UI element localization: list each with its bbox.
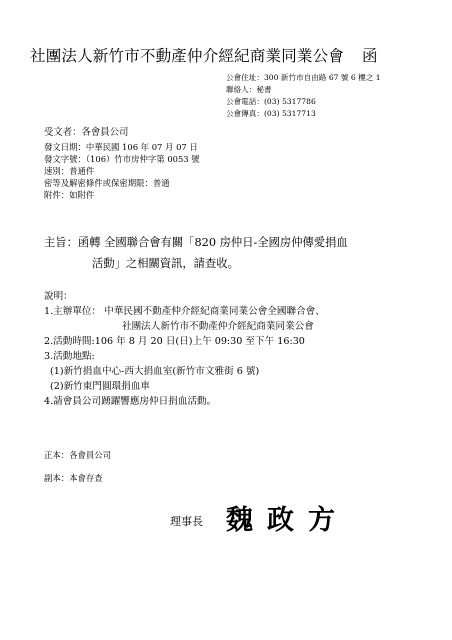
contact-address: 公會住址：300 新竹市自由路 67 號 6 樓之 1 — [226, 73, 381, 82]
recipient: 受文者：各會員公司 — [44, 127, 129, 138]
contact-phone: 公會電話：(03) 5317786 — [226, 97, 316, 106]
note-time: 2.活動時間:106 年 8 月 20 日(日)上午 09:30 至下午 16:30 — [44, 336, 305, 347]
doc-type: 函 — [362, 47, 378, 65]
contact-fax: 公會傳真：(03) 5317713 — [226, 109, 316, 118]
issue-date: 發文日期：中華民國 106 年 07 月 07 日 — [44, 142, 198, 152]
reference-number: 發文字號：（106）竹市房仲字第 0053 號 — [44, 154, 200, 164]
note-location: 3.活動地點: — [44, 351, 95, 362]
subject-line-1: 主旨：函轉 全國聯合會有關「820 房仲日-全國房仲傳愛捐血 — [44, 236, 348, 249]
signer-role: 理事長 — [170, 515, 203, 528]
notes-heading: 說明： — [44, 291, 73, 302]
subject-line-2 — [44, 253, 239, 274]
note-organizer-line-2-text: 社團法人新竹市不動產仲介經紀商業同業公會 — [122, 321, 314, 332]
note-call-to-action: 4.請會員公司踴躍響應房仲日捐血活動。 — [44, 396, 217, 407]
note-location-2-text: (2)新竹東門圓環捐血車 — [50, 381, 150, 392]
attachment: 附件：如附件 — [44, 190, 95, 200]
classification: 密等及解密條件或保密期限：普通 — [44, 178, 170, 188]
note-location-2 — [44, 380, 150, 395]
signer-name: 魏政方 — [226, 505, 349, 536]
note-location-1-text: (1)新竹捐血中心-西大捐血室(新竹市文雅街 6 號) — [50, 366, 260, 377]
contact-person: 聯絡人：秘書 — [226, 85, 272, 94]
note-location-1 — [44, 365, 259, 380]
note-organizer-line-1: 1.主辦單位： 中華民國不動產仲介經紀商業同業公會全國聯合會、 — [44, 306, 325, 317]
note-organizer-line-2 — [44, 320, 314, 335]
copy-recipients: 副本：本會存查 — [44, 473, 103, 483]
org-name: 社團法人新竹市不動產仲介經紀商業同業公會 — [30, 47, 345, 65]
original-recipients: 正本：各會員公司 — [44, 450, 111, 460]
urgency: 速別：普通件 — [44, 166, 95, 176]
document-title — [30, 44, 378, 66]
subject-line-2-text: 活動」之相關資訊，請查收。 — [92, 257, 239, 270]
